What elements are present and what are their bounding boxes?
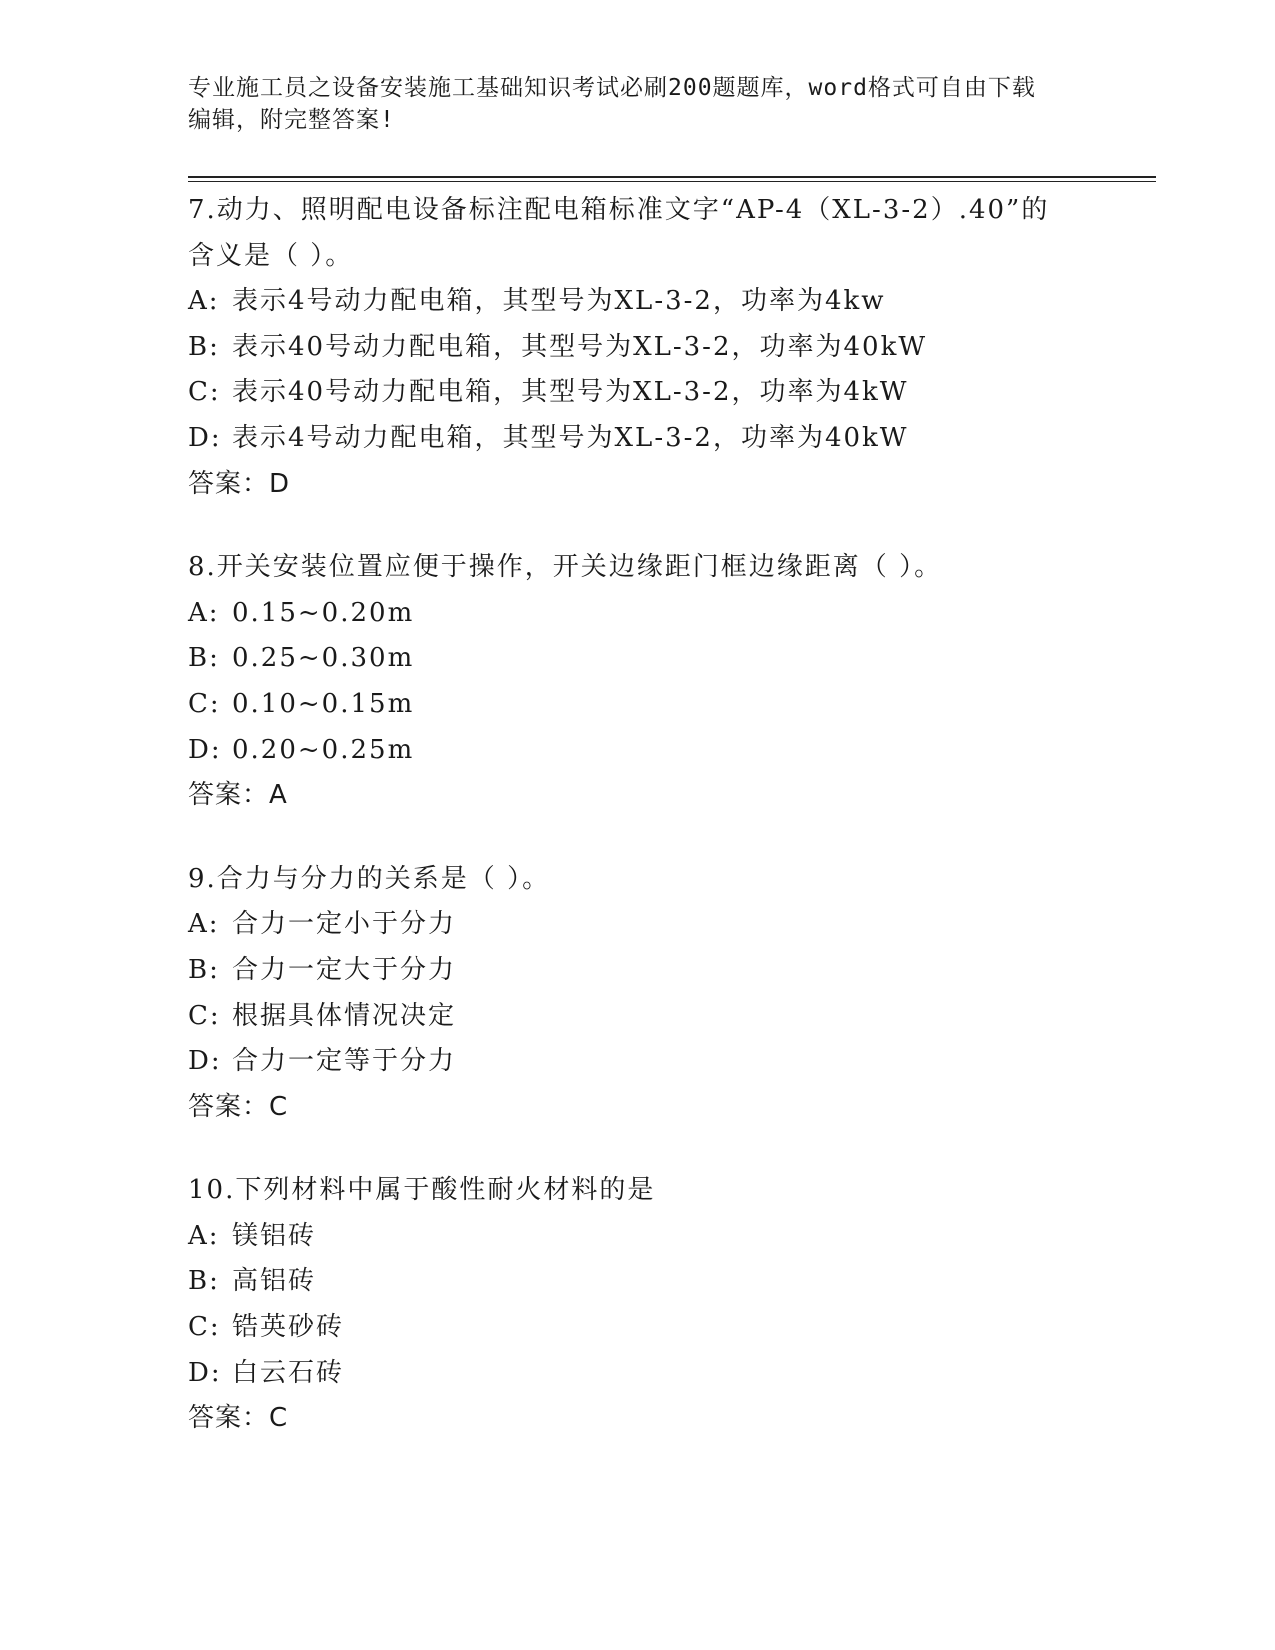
option-text: 表示4号动力配电箱，其型号为XL-3-2，功率为4kw [232, 286, 886, 317]
option-text: 根据具体情况决定 [232, 1000, 457, 1031]
option-b [188, 325, 1088, 371]
option-d [188, 416, 1088, 462]
option-letter: B: [188, 1266, 220, 1297]
option-text: 高铝砖 [232, 1266, 317, 1297]
question-item [188, 857, 1088, 1131]
question-item [188, 1168, 1088, 1442]
option-d [188, 1039, 1088, 1085]
answer-line: 答案：C [188, 1091, 289, 1122]
option-text: 锆英砂砖 [232, 1312, 345, 1343]
option-b [188, 636, 1088, 682]
header-title-line-1: 专业施工员之设备安装施工基础知识考试必刷200题题库，word格式可自由下载 [188, 75, 1036, 101]
option-a [188, 279, 1088, 325]
option-b [188, 948, 1088, 994]
option-letter: D: [188, 1357, 222, 1388]
option-letter: C: [188, 1312, 221, 1343]
option-a [188, 591, 1088, 637]
option-text: 合力一定大于分力 [232, 954, 457, 985]
option-letter: B: [188, 331, 220, 362]
option-text: 0.20~0.25m [232, 734, 415, 765]
option-letter: A: [188, 597, 220, 628]
option-c [188, 1305, 1088, 1351]
question-list [188, 188, 1088, 1480]
option-text: 0.25~0.30m [232, 643, 415, 674]
option-text: 合力一定小于分力 [232, 909, 457, 940]
option-a [188, 1214, 1088, 1260]
header-divider-thin [188, 181, 1156, 182]
option-text: 0.10~0.15m [232, 688, 415, 719]
answer-line: 答案：C [188, 1403, 289, 1434]
question-item [188, 545, 1088, 819]
option-letter: B: [188, 643, 220, 674]
option-text: 镁铝砖 [232, 1220, 317, 1251]
header-title-line-2: 编辑，附完整答案! [188, 107, 395, 133]
option-text: 表示40号动力配电箱，其型号为XL-3-2，功率为40kW [232, 331, 928, 362]
option-text: 表示4号动力配电箱，其型号为XL-3-2，功率为40kW [232, 422, 909, 453]
option-b [188, 1259, 1088, 1305]
option-letter: A: [188, 286, 220, 317]
option-letter: D: [188, 734, 222, 765]
option-letter: A: [188, 909, 220, 940]
option-text: 合力一定等于分力 [232, 1046, 457, 1077]
answer-line: 答案：A [188, 780, 288, 811]
option-letter: C: [188, 688, 221, 719]
document-header [188, 72, 1088, 136]
option-c [188, 682, 1088, 728]
question-item [188, 188, 1088, 507]
option-text: 白云石砖 [232, 1357, 345, 1388]
option-letter: C: [188, 377, 221, 408]
question-stem: 8.开关安装位置应便于操作，开关边缘距门框边缘距离（ ）。 [188, 552, 943, 583]
option-c [188, 370, 1088, 416]
option-text: 表示40号动力配电箱，其型号为XL-3-2，功率为4kW [232, 377, 909, 408]
question-stem: 7.动力、照明配电设备标注配电箱标准文字“AP-4（XL-3-2）.40”的含义是（ ）。 [188, 195, 1050, 271]
option-text: 0.15~0.20m [232, 597, 415, 628]
option-letter: D: [188, 422, 222, 453]
answer-line: 答案：D [188, 468, 291, 499]
option-letter: C: [188, 1000, 221, 1031]
option-letter: B: [188, 954, 220, 985]
option-letter: A: [188, 1220, 220, 1251]
question-stem: 9.合力与分力的关系是（ ）。 [188, 863, 551, 894]
option-letter: D: [188, 1046, 222, 1077]
option-d [188, 728, 1088, 774]
option-a [188, 902, 1088, 948]
question-stem: 10.下列材料中属于酸性耐火材料的是 [188, 1175, 656, 1206]
option-c [188, 994, 1088, 1040]
option-d [188, 1351, 1088, 1397]
header-divider-thick [188, 176, 1156, 178]
